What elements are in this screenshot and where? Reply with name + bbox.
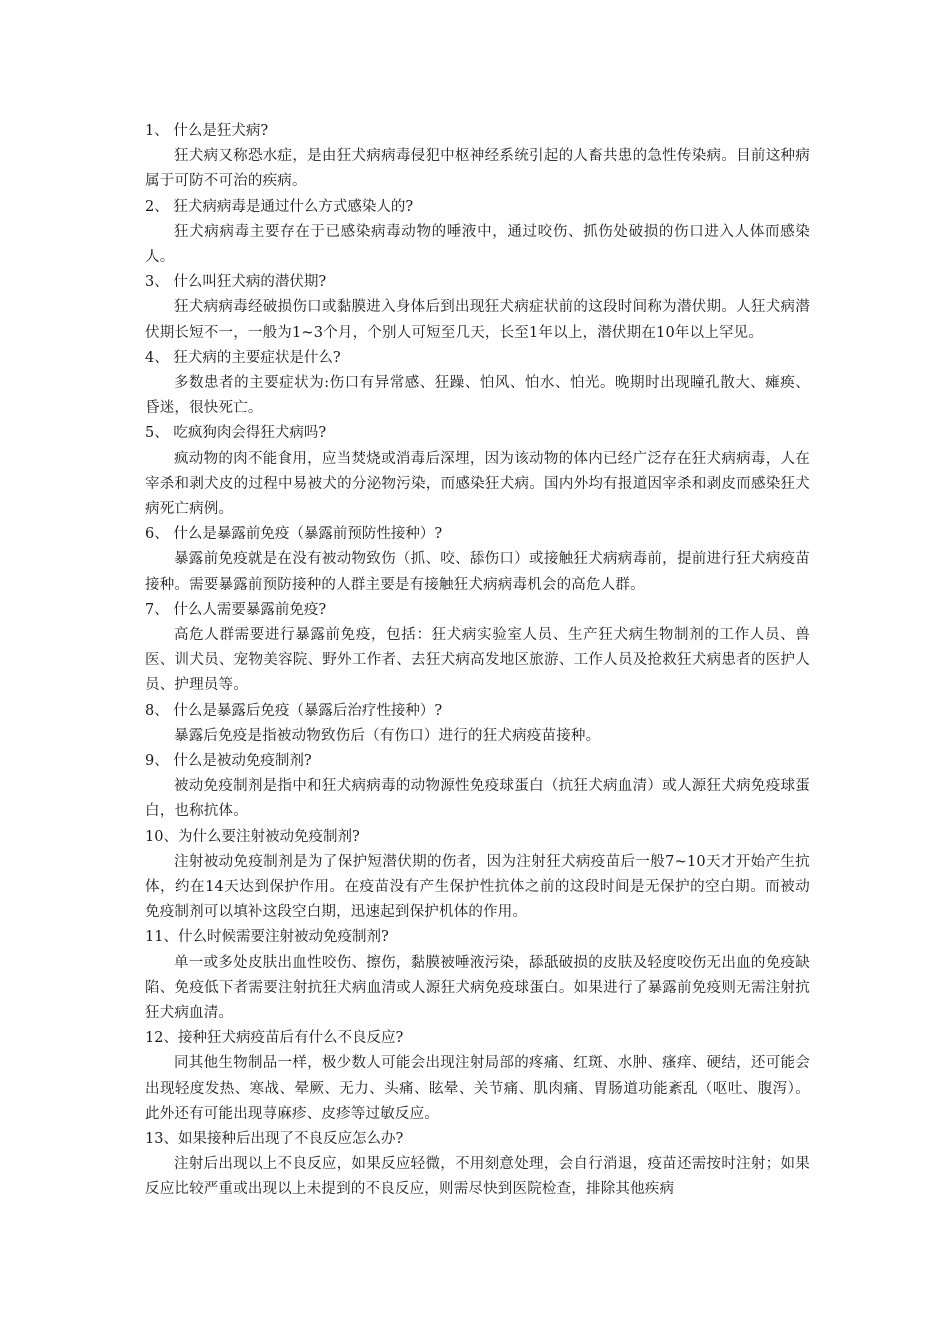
- answer-2: 狂犬病病毒主要存在于已感染病毒动物的唾液中，通过咬伤、抓伤处破损的伤口进入人体而感染人。: [145, 223, 810, 265]
- qa-item-4: [145, 346, 810, 422]
- qa-item-3: [145, 270, 810, 346]
- qa-item-13: [145, 1127, 810, 1203]
- question-2: 2、 狂犬病病毒是通过什么方式感染人的?: [145, 198, 414, 215]
- answer-13: 注射后出现以上不良反应，如果反应轻微，不用刻意处理，会自行消退，疫苗还需按时注射；如果反应比较严重或出现以上未提到的不良反应，则需尽快到医院检查，排除其他疾病: [145, 1156, 810, 1198]
- question-4: 4、 狂犬病的主要症状是什么?: [145, 349, 341, 366]
- qa-item-1: [145, 119, 810, 195]
- question-10: 10、为什么要注射被动免疫制剂?: [145, 828, 360, 845]
- qa-item-2: [145, 195, 810, 271]
- qa-item-6: [145, 522, 810, 598]
- qa-item-11: [145, 925, 810, 1026]
- qa-item-5: [145, 421, 810, 522]
- answer-12: 同其他生物制品一样，极少数人可能会出现注射局部的疼痛、红斑、水肿、瘙痒、硬结，还可能会出现轻度发热、寒战、晕厥、无力、头痛、眩晕、关节痛、肌肉痛、胃肠道功能紊乱（呕吐、腹泻）。此外还有可能出现荨麻疹、皮疹等过敏反应。: [145, 1055, 810, 1122]
- answer-8: 暴露后免疫是指被动物致伤后（有伤口）进行的狂犬病疫苗接种。: [174, 727, 601, 744]
- question-8: 8、 什么是暴露后免疫（暴露后治疗性接种）?: [145, 702, 443, 719]
- answer-7: 高危人群需要进行暴露前免疫，包括：狂犬病实验室人员、生产狂犬病生物制剂的工作人员、兽医、训犬员、宠物美容院、野外工作者、去狂犬病高发地区旅游、工作人员及抢救狂犬病患者的医护人员、护理员等。: [145, 626, 810, 694]
- qa-item-8: [145, 699, 810, 749]
- answer-4: 多数患者的主要症状为:伤口有异常感、狂躁、怕风、怕水、怕光。晚期时出现瞳孔散大、瘫痪、昏迷，很快死亡。: [145, 374, 810, 417]
- qa-item-10: [145, 825, 810, 926]
- question-12: 12、接种狂犬病疫苗后有什么不良反应?: [145, 1030, 404, 1047]
- answer-1: 狂犬病又称恐水症，是由狂犬病病毒侵犯中枢神经系统引起的人畜共患的急性传染病。目前这种病属于可防不可治的疾病。: [145, 148, 810, 190]
- question-1: 1、 什么是狂犬病?: [145, 123, 269, 139]
- document-page: [145, 119, 810, 1203]
- question-6: 6、 什么是暴露前免疫（暴露前预防性接种）?: [145, 526, 443, 543]
- answer-9: 被动免疫制剂是指中和狂犬病病毒的动物源性免疫球蛋白（抗狂犬病血清）或人源狂犬病免疫球蛋白，也称抗体。: [145, 778, 810, 820]
- answer-6: 暴露前免疫就是在没有被动物致伤（抓、咬、舔伤口）或接触狂犬病病毒前，提前进行狂犬病疫苗接种。需要暴露前预防接种的人群主要是有接触狂犬病病毒机会的高危人群。: [145, 551, 810, 593]
- answer-3: 狂犬病病毒经破损伤口或黏膜进入身体后到出现狂犬病症状前的这段时间称为潜伏期。人狂犬病潜伏期长短不一，一般为1~3个月，个别人可短至几天，长至1年以上，潜伏期在10年以上罕见。: [145, 299, 810, 341]
- question-5: 5、 吃疯狗肉会得狂犬病吗?: [145, 425, 327, 442]
- question-9: 9、 什么是被动免疫制剂?: [145, 752, 312, 769]
- question-13: 13、如果接种后出现了不良反应怎么办?: [145, 1130, 404, 1147]
- question-7: 7、 什么人需要暴露前免疫?: [145, 601, 327, 618]
- qa-item-12: [145, 1026, 810, 1127]
- answer-5: 疯动物的肉不能食用，应当焚烧或消毒后深埋，因为该动物的体内已经广泛存在狂犬病病毒，人在宰杀和剥犬皮的过程中易被犬的分泌物污染，而感染狂犬病。国内外均有报道因宰杀和剥皮而感染狂犬病死亡病例。: [145, 450, 810, 517]
- answer-11: 单一或多处皮肤出血性咬伤、擦伤，黏膜被唾液污染，舔舐破损的皮肤及轻度咬伤无出血的免疫缺陷、免疫低下者需要注射抗狂犬病血清或人源狂犬病免疫球蛋白。如果进行了暴露前免疫则无需注射抗狂犬病血清。: [145, 954, 810, 1021]
- qa-item-7: [145, 598, 810, 699]
- qa-item-9: [145, 749, 810, 825]
- question-11: 11、什么时候需要注射被动免疫制剂?: [145, 929, 389, 946]
- question-3: 3、 什么叫狂犬病的潜伏期?: [145, 274, 327, 291]
- answer-10: 注射被动免疫制剂是为了保护短潜伏期的伤者，因为注射狂犬病疫苗后一般7~10天才开始产生抗体，约在14天达到保护作用。在疫苗没有产生保护性抗体之前的这段时间是无保护的空白期。而被动免疫制剂可以填补这段空白期，迅速起到保护机体的作用。: [145, 853, 810, 921]
